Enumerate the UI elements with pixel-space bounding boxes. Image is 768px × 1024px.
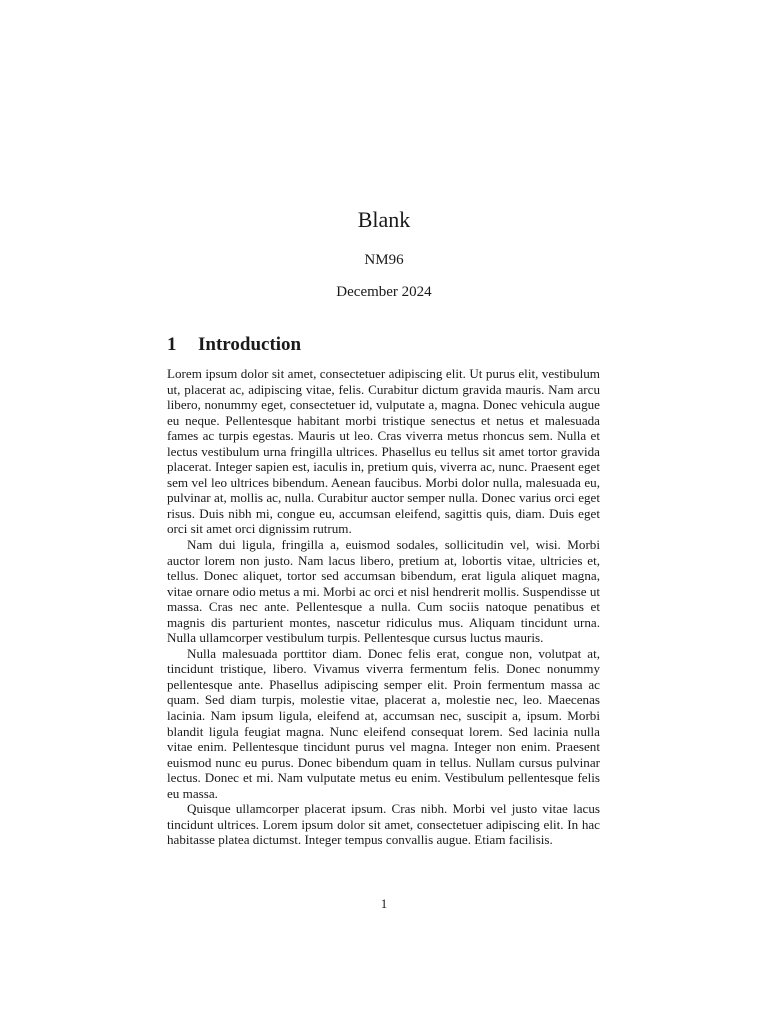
section-body	[167, 366, 600, 848]
document-author: NM96	[364, 252, 404, 268]
section-heading	[167, 333, 301, 357]
section-title: Introduction	[198, 334, 302, 355]
paragraph: Quisque ullamcorper placerat ipsum. Cras nibh. Morbi vel justo vitae lacus tincidunt ultrices. Lorem ipsum dolor sit amet, consectetuer adipiscing elit. In hac habitasse platea dictumst. Integer tempus convallis augue. Etiam facilisis.	[167, 801, 600, 848]
section-number: 1	[167, 334, 177, 355]
paragraph: Lorem ipsum dolor sit amet, consectetuer adipiscing elit. Ut purus elit, vestibulum ut, placerat ac, adipiscing vitae, felis. Curabitur dictum gravida mauris. Nam arcu libero, nonummy eget, consectetuer id, vulputate a, magna. Donec vehicula augue eu neque. Pellentesque habitant morbi tristique senectus et netus et malesuada fames ac turpis egestas. Mauris ut leo. Cras viverra metus rhoncus sem. Nulla et lectus vestibulum urna fringilla ultrices. Phasellus eu tellus sit amet tortor gravida placerat. Integer sapien est, iaculis in, pretium quis, viverra ac, nunc. Praesent eget sem vel leo ultrices bibendum. Aenean faucibus. Morbi dolor nulla, malesuada eu, pulvinar at, mollis ac, nulla. Curabitur auctor semper nulla. Donec varius orci eget risus. Duis nibh mi, congue eu, accumsan eleifend, sagittis quis, diam. Duis eget orci sit amet orci dignissim rutrum.	[167, 366, 600, 537]
page-number: 1	[380, 896, 388, 911]
document-date: December 2024	[336, 284, 432, 300]
paragraph: Nam dui ligula, fringilla a, euismod sodales, sollicitudin vel, wisi. Morbi auctor lorem non justo. Nam lacus libero, pretium at, lobortis vitae, ultricies et, tellus. Donec aliquet, tortor sed accumsan bibendum, erat ligula aliquet magna, vitae ornare odio metus a mi. Morbi ac orci et nisl hendrerit mollis. Suspendisse ut massa. Cras nec ante. Pellentesque a nulla. Cum sociis natoque penatibus et magnis dis parturient montes, nascetur ridiculus mus. Aliquam tincidunt urna. Nulla ullamcorper vestibulum turpis. Pellentesque cursus luctus mauris.	[167, 537, 600, 646]
paragraph: Nulla malesuada porttitor diam. Donec felis erat, congue non, volutpat at, tincidunt tristique, libero. Vivamus viverra fermentum felis. Donec nonummy pellentesque ante. Phasellus adipiscing semper elit. Proin fermentum massa ac quam. Sed diam turpis, molestie vitae, placerat a, molestie nec, leo. Maecenas lacinia. Nam ipsum ligula, eleifend at, accumsan nec, suscipit a, ipsum. Morbi blandit ligula feugiat magna. Nunc eleifend consequat lorem. Sed lacinia nulla vitae enim. Pellentesque tincidunt purus vel magna. Integer non enim. Praesent euismod nunc eu purus. Donec bibendum quam in tellus. Nullam cursus pulvinar lectus. Donec et mi. Nam vulputate metus eu enim. Vestibulum pellentesque felis eu massa.	[167, 645, 600, 801]
document-title: Blank	[357, 207, 411, 232]
